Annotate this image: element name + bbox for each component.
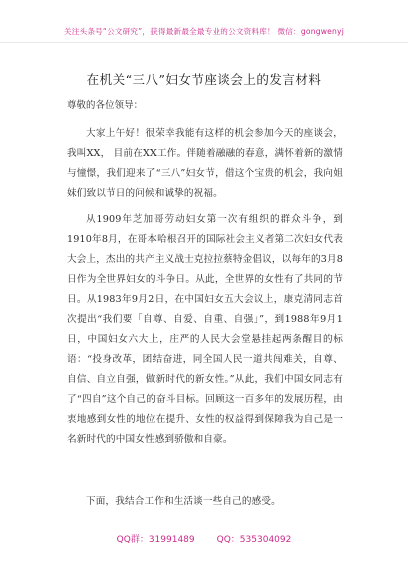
paragraph-3: 下面，我结合工作和生活谈一些自己的感受。 (86, 496, 281, 507)
document-title: 在机关“三八”妇女节座谈会上的发言材料 (86, 72, 322, 87)
paragraph-1: 大家上午好！很荣幸我能有这样的机会参加今天的座谈会，我叫XX， 目前在XX工作。伴随着融融的春意，满怀着新的激情与憧憬，我们迎来了“三八”妇女节，借这个宝贵的机会，我向姐妹们致以节日的问候和诚挚的祝福。 (67, 128, 343, 199)
footer-qq: QQ：535304092 (216, 535, 292, 545)
footer-qq-group: QQ群：31991489 (116, 535, 195, 545)
salutation: 尊敬的各位领导： (67, 100, 144, 111)
footer-contact (0, 532, 408, 545)
paragraph-2: 从1909年芝加哥劳动妇女第一次有组织的群众斗争，到1910年8月，在哥本哈根召开的国际社会主义者第二次妇女代表大会上，杰出的共产主义战士克拉拉蔡特金倡议，以每年的3月8日作为全世界妇女的斗争日。从此，全世界的女性有了共同的节日。从1983年9月2日，在中国妇女五大会议上，康克清同志首次提出“我们要「自尊、自爱、自重、自强」”，到1988年9月1日，中国妇女六大上，庄严的人民大会堂悬挂起两条醒目的标语：“投身改革，团结奋进，同全国人民一道共闯难关，自尊、自信、自立自强，做新时代的新女性。”从此，我们中国女同志有了“四自”这个自己的奋斗目标。回顾这一百多年的发展历程，由衷地感到女性的地位在提升、女性的权益得到保障我为自己是一名新时代的中国女性感到骄傲和自豪。 (67, 214, 343, 445)
header-promo-note: 关注头条号“公文研究”，获得最新最全最专业的公文资料库！ 微信：gongwenyj (63, 27, 345, 36)
header-divider (0, 42, 408, 43)
